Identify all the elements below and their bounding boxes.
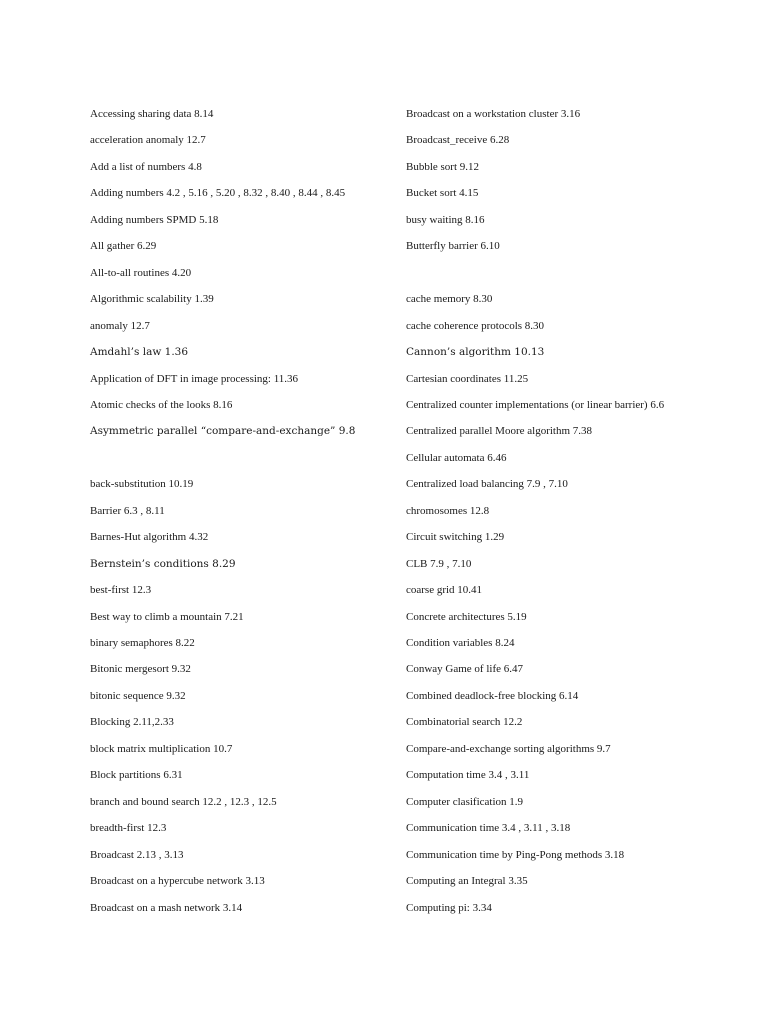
index-entry: Combinatorial search 12.2 [406, 716, 523, 729]
index-entry: Broadcast on a mash network 3.14 [90, 901, 243, 914]
index-entry: Add a list of numbers 4.8 [90, 160, 202, 173]
index-entry: Centralized load balancing 7.9 , 7.10 [406, 478, 568, 491]
index-entry: Compare-and-exchange sorting algorithms 9.7 [406, 742, 611, 755]
index-entry: Atomic checks of the looks 8.16 [90, 398, 233, 411]
index-entry: Bitonic mergesort 9.32 [90, 663, 191, 676]
index-entry: bitonic sequence 9.32 [90, 689, 186, 702]
index-entry: Cannon’s algorithm 10.13 [406, 346, 545, 359]
index-entry: Barrier 6.3 , 8.11 [90, 504, 165, 517]
index-entry: Combined deadlock-free blocking 6.14 [406, 689, 579, 702]
index-entry: Computing pi: 3.34 [406, 901, 492, 914]
index-entry: Application of DFT in image processing: 11.36 [90, 372, 299, 385]
index-entry: Bubble sort 9.12 [406, 160, 480, 173]
index-entry: branch and bound search 12.2 , 12.3 , 12.5 [90, 795, 277, 808]
index-entry: cache coherence protocols 8.30 [406, 319, 545, 332]
index-entry: breadth-first 12.3 [90, 822, 167, 835]
index-entry: Centralized counter implementations (or linear barrier) 6.6 [406, 398, 665, 411]
index-entry: Best way to climb a mountain 7.21 [90, 610, 244, 623]
index-entry: coarse grid 10.41 [406, 584, 483, 597]
index-entry: Blocking 2.11,2.33 [90, 716, 174, 729]
index-entry: Asymmetric parallel “compare-and-exchange” 9.8 [90, 425, 356, 438]
index-entry: Barnes-Hut algorithm 4.32 [90, 531, 209, 544]
index-entry: Computing an Integral 3.35 [406, 875, 528, 888]
index-entry: acceleration anomaly 12.7 [90, 134, 206, 147]
index-entry: Adding numbers 4.2 , 5.16 , 5.20 , 8.32 , 8.40 , 8.44 , 8.45 [90, 187, 346, 200]
index-entry: Computation time 3.4 , 3.11 [406, 769, 530, 782]
index-entry: Centralized parallel Moore algorithm 7.38 [406, 425, 593, 438]
index-entry: Cellular automata 6.46 [406, 451, 507, 464]
index-entry: CLB 7.9 , 7.10 [406, 557, 472, 570]
index-entry: Butterfly barrier 6.10 [406, 240, 500, 253]
index-entry: Accessing sharing data 8.14 [90, 108, 214, 120]
index-entry: Broadcast on a hypercube network 3.13 [90, 875, 265, 888]
index-entry: cache memory 8.30 [406, 293, 493, 306]
index-entry: Broadcast 2.13 , 3.13 [90, 848, 184, 861]
index-entry: All gather 6.29 [90, 240, 157, 253]
index-entry: chromosomes 12.8 [406, 504, 490, 517]
index-entry: All-to-all routines 4.20 [90, 266, 192, 279]
index-entry: Condition variables 8.24 [406, 637, 515, 649]
index-entry: Computer clasification 1.9 [406, 795, 523, 808]
index-entry: Conway Game of life 6.47 [406, 663, 523, 676]
index-entry: Adding numbers SPMD 5.18 [90, 213, 219, 226]
index-entry: Amdahl’s law 1.36 [90, 346, 189, 359]
index-entry: block matrix multiplication 10.7 [90, 742, 233, 755]
index-entry: anomaly 12.7 [90, 319, 150, 332]
index-entry: Circuit switching 1.29 [406, 531, 505, 544]
index-entry: Cartesian coordinates 11.25 [406, 372, 529, 385]
index-entry: Block partitions 6.31 [90, 769, 183, 782]
index-entry: Communication time by Ping-Pong methods 3.18 [406, 848, 625, 861]
index-entry: Broadcast_receive 6.28 [406, 134, 510, 147]
index-entry: Bucket sort 4.15 [406, 187, 479, 200]
index-entry: Broadcast on a workstation cluster 3.16 [406, 108, 581, 120]
index-entry: Communication time 3.4 , 3.11 , 3.18 [406, 822, 571, 835]
index-entry: Algorithmic scalability 1.39 [90, 293, 214, 306]
index-entry: Bernstein’s conditions 8.29 [90, 557, 236, 570]
index-entry: binary semaphores 8.22 [90, 637, 195, 649]
index-entry: busy waiting 8.16 [406, 213, 485, 226]
index-entry: back-substitution 10.19 [90, 478, 194, 491]
index-entry: best-first 12.3 [90, 584, 152, 597]
index-entry: Concrete architectures 5.19 [406, 610, 527, 623]
